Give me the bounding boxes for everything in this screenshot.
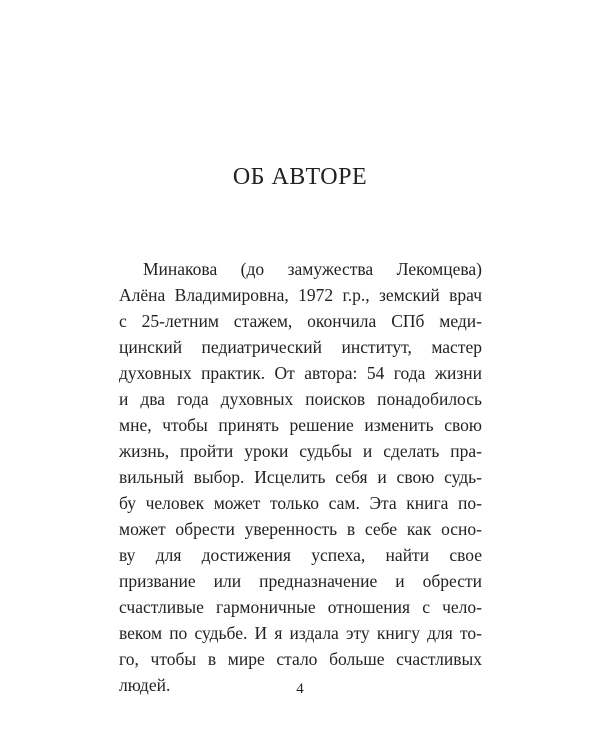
bio-line: духовных практик. От автора: 54 года жизни — [119, 363, 482, 383]
bio-line: ву для достижения успеха, найти свое — [119, 545, 482, 565]
bio-line: с 25-летним стажем, окончила СПб меди- — [119, 311, 482, 331]
bio-line: вильный выбор. Исцелить себя и свою судь- — [119, 467, 482, 487]
page-number: 4 — [296, 681, 304, 697]
bio-line: го, чтобы в мире стало больше счастливых — [119, 649, 482, 669]
bio-line: может обрести уверенность в себе как осно- — [119, 519, 482, 539]
bio-line: Алёна Владимировна, 1972 г.р., земский врач — [119, 285, 482, 305]
author-bio — [119, 256, 482, 698]
page-title: ОБ АВТОРЕ — [232, 164, 368, 190]
bio-line: людей. — [119, 675, 171, 695]
bio-line: и два года духовных поисков понадобилось — [119, 389, 482, 409]
bio-line: бу человек может только сам. Эта книга по- — [119, 493, 482, 513]
bio-line: счастливые гармоничные отношения с чело- — [119, 597, 482, 617]
bio-line: веком по судьбе. И я издала эту книгу для то- — [119, 623, 482, 643]
bio-line: цинский педиатрический институт, мастер — [119, 337, 482, 357]
bio-line: призвание или предназначение и обрести — [119, 571, 482, 591]
bio-line: Минакова (до замужества Лекомцева) — [143, 259, 482, 279]
bio-line: жизнь, пройти уроки судьбы и сделать пра- — [119, 441, 482, 461]
bio-line: мне, чтобы принять решение изменить свою — [119, 415, 482, 435]
